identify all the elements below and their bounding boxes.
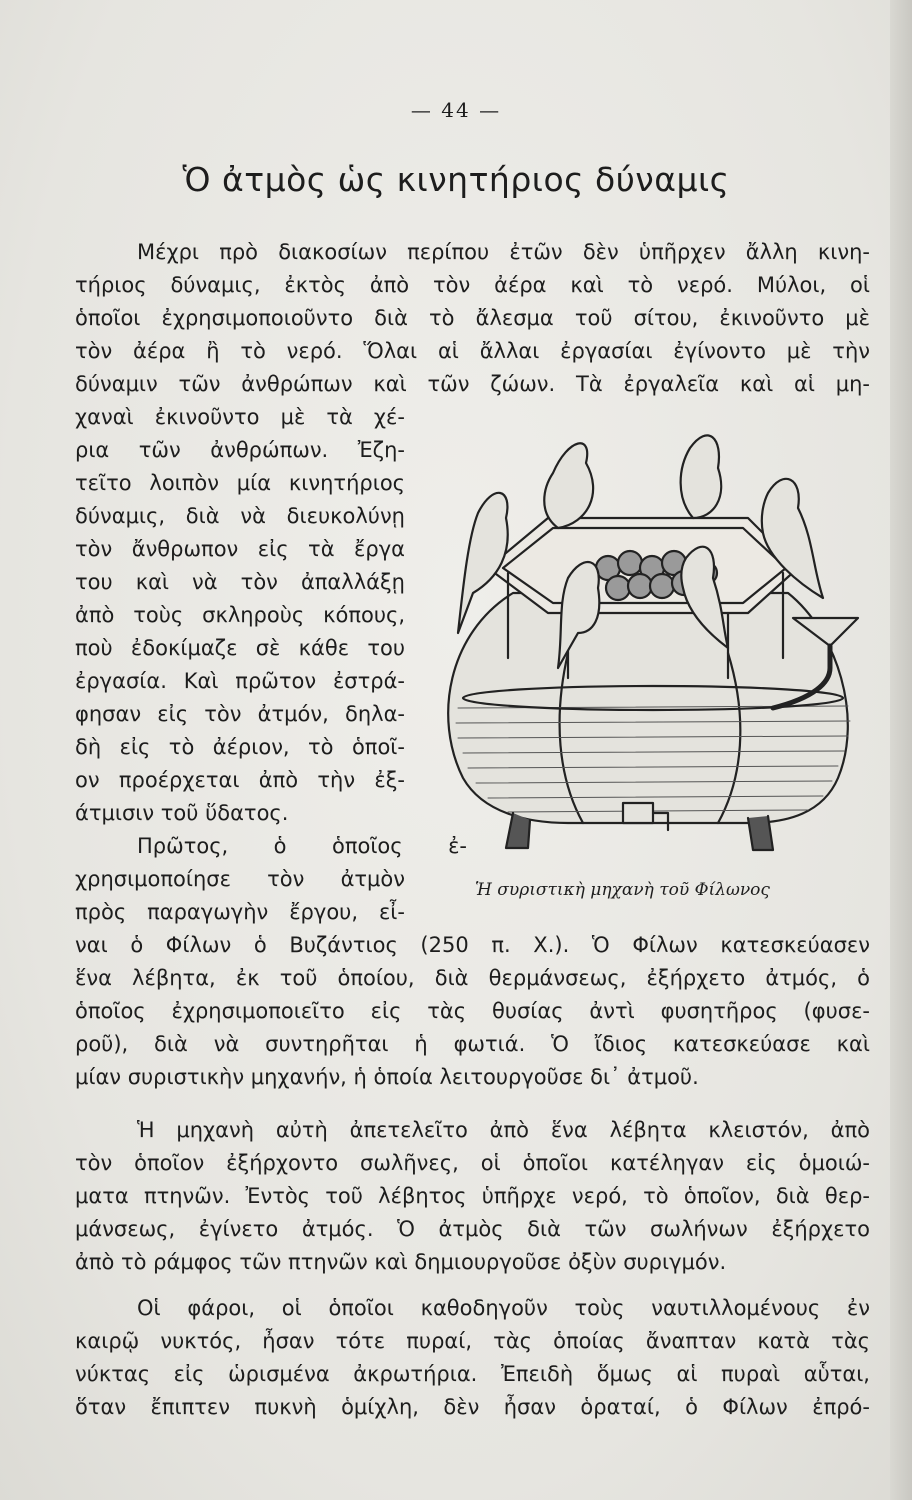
text-line: ἐργασία. Καὶ πρῶτον ἐστρά- bbox=[75, 669, 405, 693]
text-line: τὸν ἄνθρωπον εἰς τὰ ἔργα bbox=[75, 537, 405, 561]
text-line: άτμισιν τοῦ ὕδατος. bbox=[75, 801, 289, 825]
text-line: Ἡ μηχανὴ αὐτὴ ἀπετελεῖτο ἀπὸ ἕνα λέβητα κλειστόν, ἀπὸ bbox=[137, 1118, 870, 1142]
text-line: ναι ὁ Φίλων ὁ Βυζάντιος (250 π. Χ.). Ὁ Φίλων κατεσκεύασεν bbox=[75, 933, 870, 957]
text-line: νύκτας εἰς ὡρισμένα ἀκρωτήρια. Ἐπειδὴ ὅμως αἱ πυραὶ αὗται, bbox=[75, 1362, 870, 1386]
text-line: δύναμιν τῶν ἀνθρώπων καὶ τῶν ζώων. Τὰ ἐργαλεῖα καὶ αἱ μη- bbox=[75, 372, 870, 396]
text-line: χαναὶ ἐκινοῦντο μὲ τὰ χέ- bbox=[75, 405, 405, 429]
text-line: ὁποῖος ἐχρησιμοποιεῖτο εἰς τὰς θυσίας ἀντὶ φυσητῆρος (φυσε- bbox=[75, 999, 870, 1023]
whistling-machine-figure bbox=[418, 418, 888, 888]
page-number: — 44 — bbox=[410, 98, 502, 122]
figure-caption: Ἡ συριστικὴ μηχανὴ τοῦ Φίλωνος bbox=[475, 880, 770, 900]
chapter-title: Ὁ ἀτμὸς ὡς κινητήριος δύναμις bbox=[182, 160, 730, 199]
paragraph-3 bbox=[75, 1292, 870, 1424]
text-line: δύναμις, διὰ νὰ διευκολύνῃ bbox=[75, 504, 405, 528]
text-line: ματα πτηνῶν. Ἐντὸς τοῦ λέβητος ὑπῆρχε νερό, τὸ ὁποῖον, διὰ θερ- bbox=[75, 1184, 870, 1208]
text-line: καιρῷ νυκτός, ἦσαν τότε πυραί, τὰς ὁποίας ἄναπταν κατὰ τὰς bbox=[75, 1329, 870, 1353]
text-line: ἀπὸ τοὺς σκληροὺς κόπους, bbox=[75, 603, 405, 627]
text-line: ἕνα λέβητα, ἐκ τοῦ ὁποίου, διὰ θερμάνσεως, ἐξήρχετο ἀτμός, ὁ bbox=[75, 966, 870, 990]
text-line: ρια τῶν ἀνθρώπων. Ἐζη- bbox=[75, 438, 405, 462]
text-line: δὴ εἰς τὸ ἀέριον, τὸ ὁποῖ- bbox=[75, 735, 405, 759]
text-line: ὅταν ἔπιπτεν πυκνὴ ὁμίχλη, δὲν ἦσαν ὁραταί, ὁ Φίλων ἐπρό- bbox=[75, 1395, 870, 1419]
text-line: μάνσεως, ἐγίνετο ἀτμός. Ὁ ἀτμὸς διὰ τῶν σωλήνων ἐξήρχετο bbox=[75, 1217, 870, 1241]
text-line: Πρῶτος, ὁ ὁποῖος ἐ- bbox=[137, 834, 467, 858]
text-line: τὸν ἀέρα ἢ τὸ νερό. Ὅλαι αἱ ἄλλαι ἐργασίαι ἐγίνοντο μὲ τὴν bbox=[75, 339, 870, 363]
text-line: Οἱ φάροι, οἱ ὁποῖοι καθοδηγοῦν τοὺς ναυτιλλομένους ἐν bbox=[137, 1296, 870, 1320]
text-line: ἀπὸ τὸ ράμφος τῶν πτηνῶν καὶ δημιουργοῦσε ὀξὺν συριγμόν. bbox=[75, 1250, 727, 1274]
text-line: χρησιμοποίησε τὸν ἀτμὸν bbox=[75, 867, 405, 891]
paragraph-2 bbox=[75, 1114, 870, 1279]
text-line: τὸν ὁποῖον ἐξήρχοντο σωλῆνες, οἱ ὁποῖοι κατέληγαν εἰς ὁμοιώ- bbox=[75, 1151, 870, 1175]
text-line: ον προέρχεται ἀπὸ τὴν ἐξ- bbox=[75, 768, 405, 792]
text-line: ροῦ), διὰ νὰ συντηρῆται ἡ φωτιά. Ὁ ἴδιος κατεσκεύασε καὶ bbox=[75, 1032, 870, 1056]
page-spine-shadow bbox=[890, 0, 912, 1500]
text-line: του καὶ νὰ τὸν ἀπαλλάξῃ bbox=[75, 570, 405, 594]
text-line: φησαν εἰς τὸν ἀτμόν, δηλα- bbox=[75, 702, 405, 726]
text-line: Μέχρι πρὸ διακοσίων περίπου ἐτῶν δὲν ὑπῆρχεν ἄλλη κινη- bbox=[137, 240, 870, 264]
text-line: ὁποῖοι ἐχρησιμοποιοῦντο διὰ τὸ ἄλεσμα τοῦ σίτου, ἐκινοῦντο μὲ bbox=[75, 306, 870, 330]
text-line: ποὺ ἐδοκίμαζε σὲ κάθε του bbox=[75, 636, 405, 660]
text-line: μίαν συριστικὴν μηχανήν, ἡ ὁποία λειτουργοῦσε δι᾽ ἀτμοῦ. bbox=[75, 1065, 699, 1089]
text-line: τήριος δύναμις, ἐκτὸς ἀπὸ τὸν ἀέρα καὶ τὸ νερό. Μύλοι, οἱ bbox=[75, 273, 870, 297]
text-line: τεῖτο λοιπὸν μία κινητήριος bbox=[75, 471, 405, 495]
whistling-birds-machine-illustration bbox=[418, 418, 888, 888]
text-line: πρὸς παραγωγὴν ἔργου, εἶ- bbox=[75, 900, 405, 924]
